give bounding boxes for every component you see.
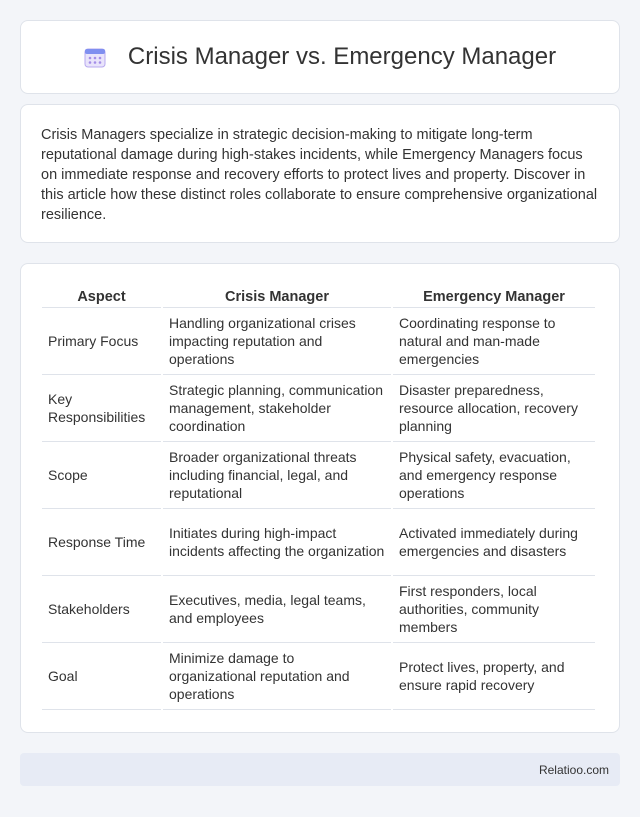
table-row: [42, 442, 595, 509]
row-emergency: Physical safety, evacuation, and emergency response operations: [393, 442, 595, 509]
row-aspect: Primary Focus: [42, 308, 161, 375]
row-crisis: Handling organizational crises impacting reputation and operations: [163, 308, 391, 375]
table-header-row: [42, 284, 595, 308]
row-aspect: Stakeholders: [42, 576, 161, 643]
row-emergency: Disaster preparedness, resource allocation, recovery planning: [393, 375, 595, 442]
table-row: [42, 643, 595, 710]
row-crisis: Executives, media, legal teams, and employees: [163, 576, 391, 643]
header-crisis-manager: Crisis Manager: [163, 284, 391, 308]
row-emergency: Protect lives, property, and ensure rapid recovery: [393, 643, 595, 710]
table-row: [42, 308, 595, 375]
row-emergency: Activated immediately during emergencies and disasters: [393, 509, 595, 576]
row-aspect: Response Time: [42, 509, 161, 576]
row-crisis: Strategic planning, communication management, stakeholder coordination: [163, 375, 391, 442]
row-emergency: First responders, local authorities, community members: [393, 576, 595, 643]
table-row: [42, 576, 595, 643]
title-card: [20, 20, 620, 94]
calendar-icon: [84, 46, 106, 68]
comparison-card: [20, 263, 620, 733]
intro-text: Crisis Managers specialize in strategic decision-making to mitigate long-term reputational damage during high-stakes incidents, while Emergency Managers focus on immediate response and recovery efforts to protect lives and property. Discover in this article how these distinct roles collaborate to ensure comprehensive organizational resilience.: [41, 127, 598, 223]
table-row: [42, 375, 595, 442]
header-aspect: Aspect: [42, 284, 161, 308]
row-crisis: Broader organizational threats including financial, legal, and reputational: [163, 442, 391, 509]
row-crisis: Minimize damage to organizational reputation and operations: [163, 643, 391, 710]
page-title: Crisis Manager vs. Emergency Manager: [127, 43, 557, 70]
row-aspect: Goal: [42, 643, 161, 710]
row-emergency: Coordinating response to natural and man-made emergencies: [393, 308, 595, 375]
row-crisis: Initiates during high-impact incidents affecting the organization: [163, 509, 391, 576]
table-row: [42, 509, 595, 576]
row-aspect: Scope: [42, 442, 161, 509]
row-aspect: Key Responsibilities: [42, 375, 161, 442]
footer: [20, 753, 620, 786]
footer-brand: Relatioo.com: [538, 762, 609, 777]
header-emergency-manager: Emergency Manager: [393, 284, 595, 308]
comparison-table: [40, 284, 597, 710]
intro-card: [20, 104, 620, 243]
